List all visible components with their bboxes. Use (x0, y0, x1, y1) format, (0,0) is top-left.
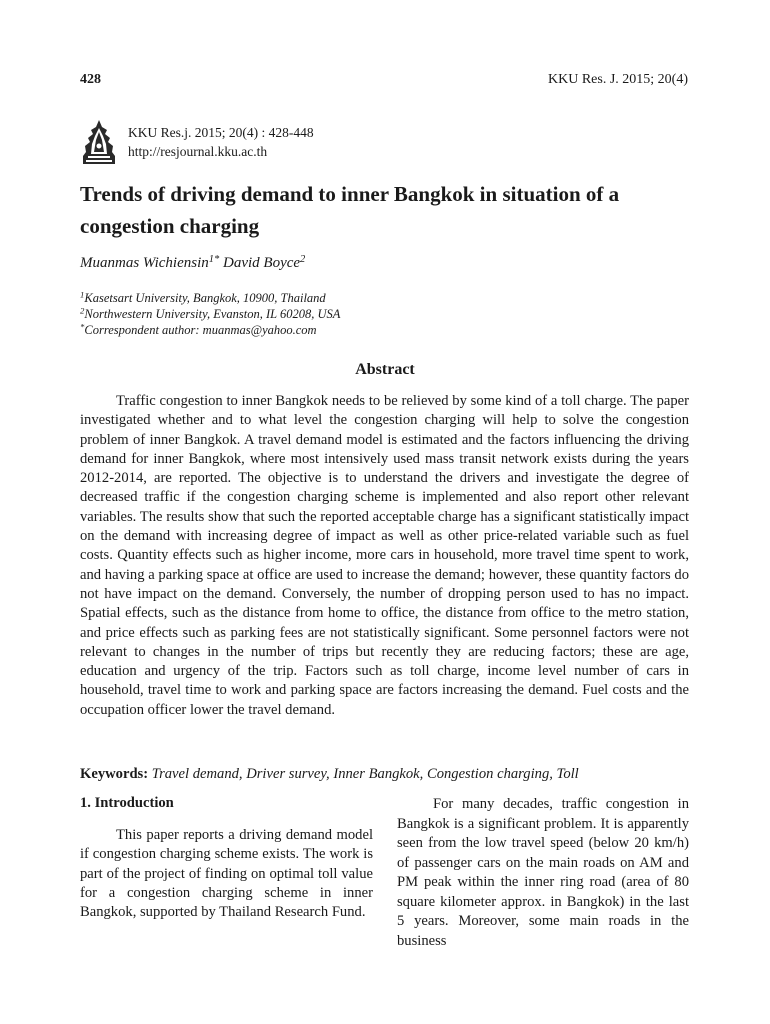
journal-citation: KKU Res.j. 2015; 20(4) : 428-448 (128, 125, 314, 140)
university-seal-icon (80, 118, 118, 166)
affiliation (80, 290, 340, 306)
author-mark: 2 (300, 253, 306, 265)
keywords-line (80, 765, 689, 784)
affiliation-mark: 1 (80, 289, 85, 300)
journal-url[interactable]: http://resjournal.kku.ac.th (128, 144, 268, 159)
abstract-heading: Abstract (355, 361, 415, 378)
affiliation (80, 322, 340, 338)
intro-paragraph-right: For many decades, traffic congestion in Bangkok is a significant problem. It is apparently seen from the low travel speed (below 20 km/h) of passenger cars on the main roads on AM and PM peak within the inner ring road (area of 80 square kilometer approx. in Bangkok) in the last 5 years. Moreover, some main roads in the business (397, 796, 689, 949)
affiliation-text: Northwestern University, Evanston, IL 60208, USA (84, 307, 341, 321)
affiliation-text: Kasetsart University, Bangkok, 10900, Thailand (84, 291, 326, 305)
article-title: Trends of driving demand to inner Bangkok in situation of a congestion charging (80, 182, 620, 238)
journal-citation-block (128, 123, 314, 161)
author-name: David Boyce (223, 255, 301, 271)
abstract-body: Traffic congestion to inner Bangkok needs to be relieved by some kind of a toll charge. The paper investigated whether and to what level the congestion charging will help to solve the congestion problem of inner Bangkok. A travel demand model is estimated and the factors influencing the driving demand for inner Bangkok, where most intensively used mass transit network exists during the years 2012-2014, are reported. The objective is to understand the drivers and investigate the degree of decreased traffic if the congestion charging scheme is implemented and also report other relevant variables. The results show that such the reported acceptable charge has a significant statistically impact on the demand with increasing degree of impact as well as other price-related variable such as fuel costs. Quantity effects such as higher income, more cars in household, more travel time spent to work, and having a parking space at office are used to increase the demand; however, these quantity factors do not have impact on the demand. Conversely, the number of dropping person used to has no impact. Spatial effects, such as the distance from home to office, the distance from office to the metro station, and price effects such as parking fees are not statistically significant. Some personnel factors were not relevant to changes in the number of trips but recently they are reducing factors; these are age, education and urgency of the trip. Factors such as toll charge, income level number of cars in household, travel time to work and parking space are factors increasing the demand. Fuel costs and the occupation officer lower the travel demand. (80, 393, 689, 718)
author-name: Muanmas Wichiensin (80, 255, 209, 271)
section-heading-introduction: 1. Introduction (80, 795, 174, 811)
author-list (80, 255, 305, 272)
keywords-label: Keywords: (80, 766, 149, 782)
correspondent-email: Correspondent author: muanmas@yahoo.com (84, 323, 317, 337)
affiliation-mark: 2 (80, 305, 85, 316)
keywords-list: Travel demand, Driver survey, Inner Bangkok, Congestion charging, Toll (151, 766, 579, 782)
affiliation-list (80, 290, 340, 338)
running-head: KKU Res. J. 2015; 20(4) (548, 72, 688, 87)
intro-paragraph-left: This paper reports a driving demand model if congestion charging scheme exists. The work is part of the project of finding on optimal toll value for a congestion charging scheme in inner Bangkok, supported by Thailand Research Fund. (80, 827, 373, 921)
author-mark: 1* (208, 253, 220, 265)
page-number: 428 (80, 72, 101, 87)
affiliation (80, 306, 340, 322)
affiliation-mark: * (80, 321, 85, 332)
